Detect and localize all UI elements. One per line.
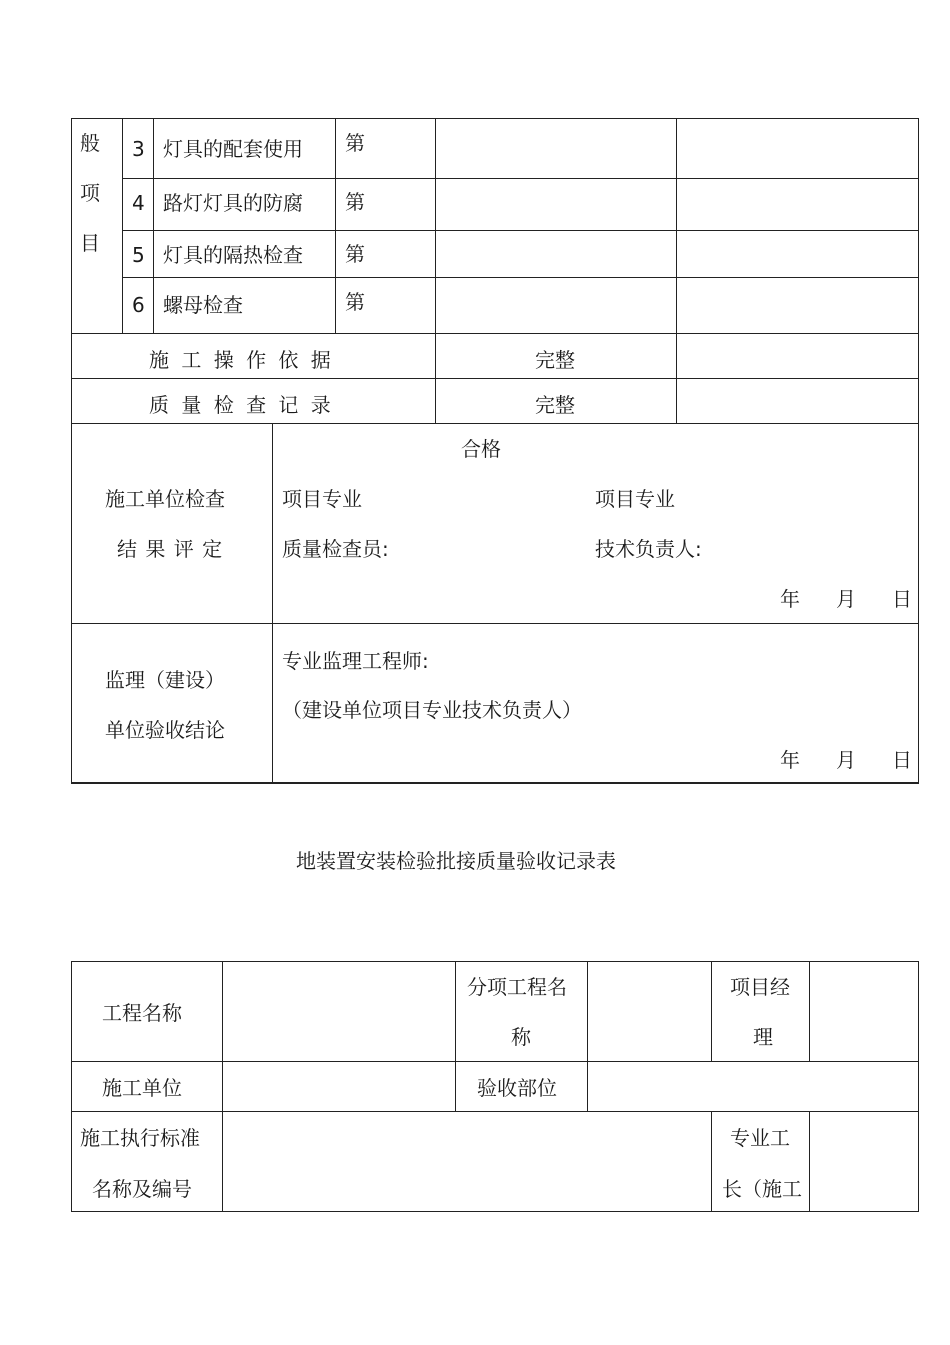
project-name-label: 工程名称 (102, 1001, 182, 1025)
unit-check-label: 结 果 评 定 (117, 537, 223, 561)
row-number: 4 (132, 191, 145, 215)
date-year: 年 (780, 748, 800, 772)
supervising-engineer-label: 专业监理工程师: (282, 649, 429, 673)
check-result: 合格 (461, 437, 501, 461)
item-ref: 第 (345, 242, 365, 266)
owner-rep-label: （建设单位项目专业技术负责人） (282, 698, 582, 722)
row-number: 5 (132, 243, 145, 267)
form-title: 地装置安装检验批接质量验收记录表 (296, 849, 616, 873)
quality-inspector-label: 质量检查员: (282, 537, 389, 561)
date-day: 日 (892, 748, 912, 772)
group-label-char: 项 (80, 181, 100, 205)
foreman-label: 专业工 (730, 1126, 790, 1150)
quality-record-label: 质 量 检 查 记 录 (149, 393, 331, 417)
contractor-label: 施工单位 (102, 1076, 182, 1100)
group-label-char: 般 (80, 131, 100, 155)
row-number: 6 (132, 293, 145, 317)
date-month: 月 (836, 748, 856, 772)
item-ref: 第 (345, 131, 365, 155)
item-name: 灯具的隔热检查 (163, 243, 303, 267)
standard-label: 名称及编号 (92, 1177, 192, 1201)
subitem-label: 称 (511, 1025, 531, 1049)
supervision-label: 监理（建设） (105, 668, 225, 692)
date-day: 日 (892, 587, 912, 611)
date-year: 年 (780, 587, 800, 611)
tech-lead-label: 项目专业 (595, 487, 675, 511)
acceptance-part-label: 验收部位 (477, 1076, 557, 1100)
group-label-char: 目 (80, 231, 100, 255)
supervision-label: 单位验收结论 (105, 718, 225, 742)
item-name: 路灯灯具的防腐 (163, 191, 303, 215)
subitem-label: 分项工程名 (467, 975, 567, 999)
item-ref: 第 (345, 190, 365, 214)
quality-record-value: 完整 (535, 393, 575, 417)
row-number: 3 (132, 137, 145, 161)
item-name: 螺母检查 (163, 293, 243, 317)
foreman-label: 长（施工 (722, 1177, 802, 1201)
standard-label: 施工执行标准 (80, 1126, 200, 1150)
date-month: 月 (836, 587, 856, 611)
construction-basis-value: 完整 (535, 348, 575, 372)
item-ref: 第 (345, 290, 365, 314)
item-name: 灯具的配套使用 (163, 137, 303, 161)
project-manager-label: 项目经 (730, 975, 790, 999)
unit-check-label: 施工单位检查 (105, 487, 225, 511)
quality-inspector-label: 项目专业 (282, 487, 362, 511)
construction-basis-label: 施 工 操 作 依 据 (149, 348, 331, 372)
project-manager-label: 理 (753, 1025, 773, 1049)
tech-lead-label: 技术负责人: (595, 537, 702, 561)
